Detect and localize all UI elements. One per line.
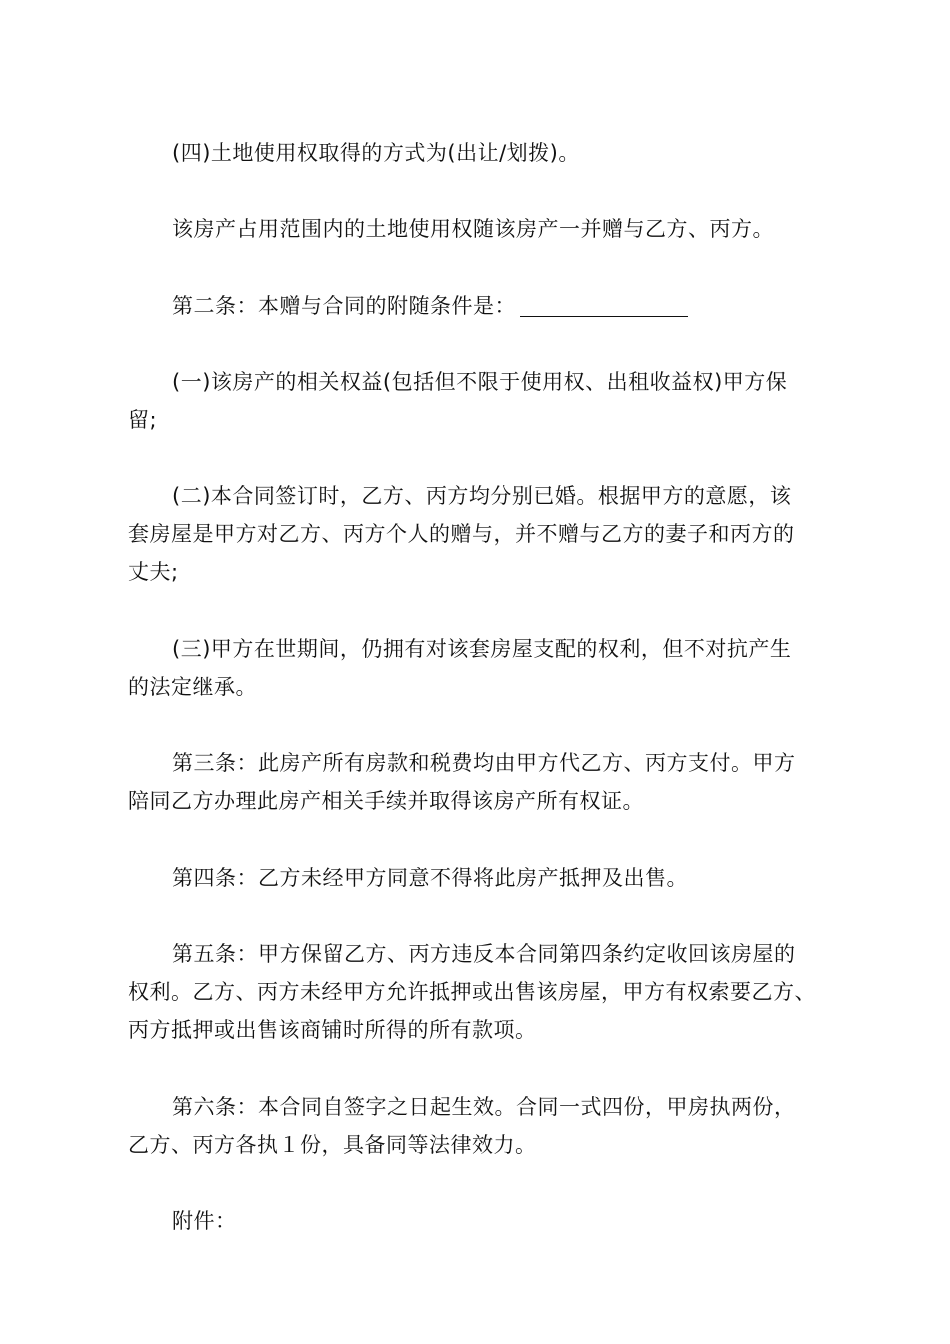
article-2-text: 第二条：本赠与合同的附随条件是： xyxy=(172,294,516,318)
text-line: 第三条：此房产所有房款和税费均由甲方代乙方、丙方支付。甲方 xyxy=(172,751,796,775)
text-line: 第四条：乙方未经甲方同意不得将此房产抵押及出售。 xyxy=(172,866,688,890)
paragraph-condition-2 xyxy=(128,477,828,591)
text-line: 第六条：本合同自签字之日起生效。合同一式四份，甲房执两份， xyxy=(172,1095,796,1119)
text-line: 乙方、丙方各执１份，具备同等法律效力。 xyxy=(128,1133,537,1157)
text-line xyxy=(128,287,828,325)
paragraph-article-4 xyxy=(128,859,828,897)
text-line: 陪同乙方办理此房产相关手续并取得该房产所有权证。 xyxy=(128,789,644,813)
text-line: (三)甲方在世期间，仍拥有对该套房屋支配的权利，但不对抗产生 xyxy=(172,637,792,661)
paragraph-article-5 xyxy=(128,935,828,1049)
text-line: 丈夫; xyxy=(128,560,179,584)
paragraph-land-use-method xyxy=(128,134,828,172)
text-line: (一)该房产的相关权益(包括但不限于使用权、出租收益权)甲方保 xyxy=(172,370,788,394)
text-line: (二)本合同签订时，乙方、丙方均分别已婚。根据甲方的意愿，该 xyxy=(172,484,792,508)
paragraph-land-use-gift xyxy=(128,210,828,248)
paragraph-condition-1 xyxy=(128,363,828,439)
text-line: 该房产占用范围内的土地使用权随该房产一并赠与乙方、丙方。 xyxy=(172,217,774,241)
text-line: 套房屋是甲方对乙方、丙方个人的赠与，并不赠与乙方的妻子和丙方的 xyxy=(128,522,795,546)
text-line: (四)土地使用权取得的方式为(出让/划拨)。 xyxy=(172,141,580,165)
paragraph-article-6 xyxy=(128,1088,828,1164)
text-line: 丙方抵押或出售该商铺时所得的所有款项。 xyxy=(128,1018,537,1042)
paragraph-condition-3 xyxy=(128,630,828,706)
paragraph-article-3 xyxy=(128,744,828,820)
paragraph-article-2 xyxy=(128,287,828,325)
text-line: 权利。乙方、丙方未经甲方允许抵押或出售该房屋，甲方有权索要乙方、 xyxy=(128,980,816,1004)
text-line: 第五条：甲方保留乙方、丙方违反本合同第四条约定收回该房屋的 xyxy=(172,942,796,966)
paragraph-attachment xyxy=(128,1202,828,1240)
fill-in-blank-line xyxy=(520,292,688,317)
text-line: 附件： xyxy=(172,1209,237,1233)
text-line: 的法定继承。 xyxy=(128,675,257,699)
text-line: 留; xyxy=(128,408,158,432)
